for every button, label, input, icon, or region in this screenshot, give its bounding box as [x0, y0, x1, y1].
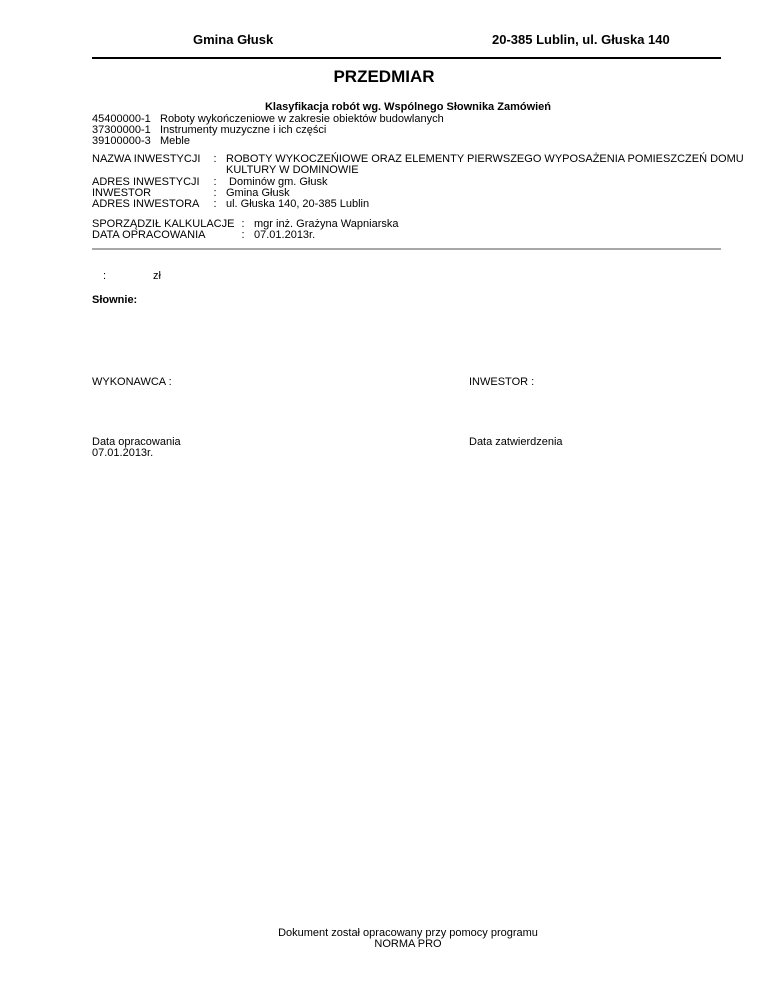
nazwa-inwestycji-label: NAZWA INWESTYCJI: [92, 153, 201, 165]
adres-inwestora-label: ADRES INWESTORA: [92, 198, 200, 210]
adres-inwestycji-value: Dominów gm. Głusk: [226, 176, 328, 188]
wykonawca-label: WYKONAWCA :: [92, 376, 172, 388]
adres-inwestora-value: ul. Głuska 140, 20-385 Lublin: [226, 198, 370, 210]
cpv-code: 39100000-3: [92, 135, 151, 147]
inwestor-signature-label: INWESTOR :: [469, 376, 535, 388]
header-right: 20-385 Lublin, ul. Głuska 140: [492, 32, 670, 47]
nazwa-inwestycji-value: ROBOTY WYKOCZEŃIOWE ORAZ ELEMENTY PIERWSZEGO WYPOSAŻENIA POMIESZCZEŃ DOMU: [226, 153, 744, 165]
header-left: Gmina Głusk: [193, 32, 274, 47]
cpv-code: 37300000-1: [92, 124, 151, 136]
page-title: PRZEDMIAR: [333, 67, 435, 86]
data-opracowania-sig-label: Data opracowania: [92, 436, 181, 448]
adres-inwestycji-row: ADRES INWESTYCJI : Dominów gm. Głusk: [92, 176, 328, 188]
amount-currency: zł: [153, 270, 161, 282]
nazwa-inwestycji-row: NAZWA INWESTYCJI : ROBOTY WYKOCZEŃIOWE ORAZ ELEMENTY PIERWSZEGO WYPOSAŻENIA POMIESZCZEŃ DOMU: [92, 153, 744, 165]
sporzadzil-label: SPORZĄDZIŁ KALKULACJE: [92, 218, 235, 230]
slownie-label: Słownie:: [92, 294, 138, 306]
cpv-desc: Instrumenty muzyczne i ich części: [160, 124, 327, 136]
nazwa-inwestycji-value-2: KULTURY W DOMINOWIE: [226, 164, 359, 176]
sporzadzil-row: SPORZĄDZIŁ KALKULACJE : mgr inż. Grażyna Wapniarska: [92, 218, 399, 230]
data-opracowania-label: DATA OPRACOWANIA: [92, 229, 206, 241]
data-opracowania-sig-value: 07.01.2013r.: [92, 447, 154, 459]
header-rule: [92, 57, 721, 59]
adres-inwestora-row: ADRES INWESTORA : ul. Głuska 140, 20-385 Lublin: [92, 198, 370, 210]
amount-colon: :: [103, 270, 107, 282]
cpv-desc: Roboty wykończeniowe w zakresie obiektów budowlanych: [160, 113, 444, 125]
data-zatwierdzenia-label: Data zatwierdzenia: [469, 436, 563, 448]
adres-inwestycji-label: ADRES INWESTYCJI: [92, 176, 200, 188]
inwestor-row: INWESTOR : Gmina Głusk: [92, 187, 290, 199]
cpv-desc: Meble: [160, 135, 190, 147]
sporzadzil-value: mgr inż. Grażyna Wapniarska: [254, 218, 399, 230]
data-opracowania-row: DATA OPRACOWANIA : 07.01.2013r.: [92, 229, 316, 241]
data-opracowania-value: 07.01.2013r.: [254, 229, 316, 241]
inwestor-label: INWESTOR: [92, 187, 152, 199]
classification-heading: Klasyfikacja robót wg. Wspólnego Słownika Zamówień: [264, 101, 552, 113]
classification-item: [92, 135, 190, 147]
info-rule: [92, 248, 721, 250]
cpv-code: 45400000-1: [92, 113, 151, 125]
inwestor-value: Gmina Głusk: [226, 187, 290, 199]
footer: [0, 928, 768, 950]
footer-line-2: NORMA PRO: [374, 938, 442, 950]
footer-line-1: Dokument został opracowany przy pomocy programu: [278, 927, 538, 939]
